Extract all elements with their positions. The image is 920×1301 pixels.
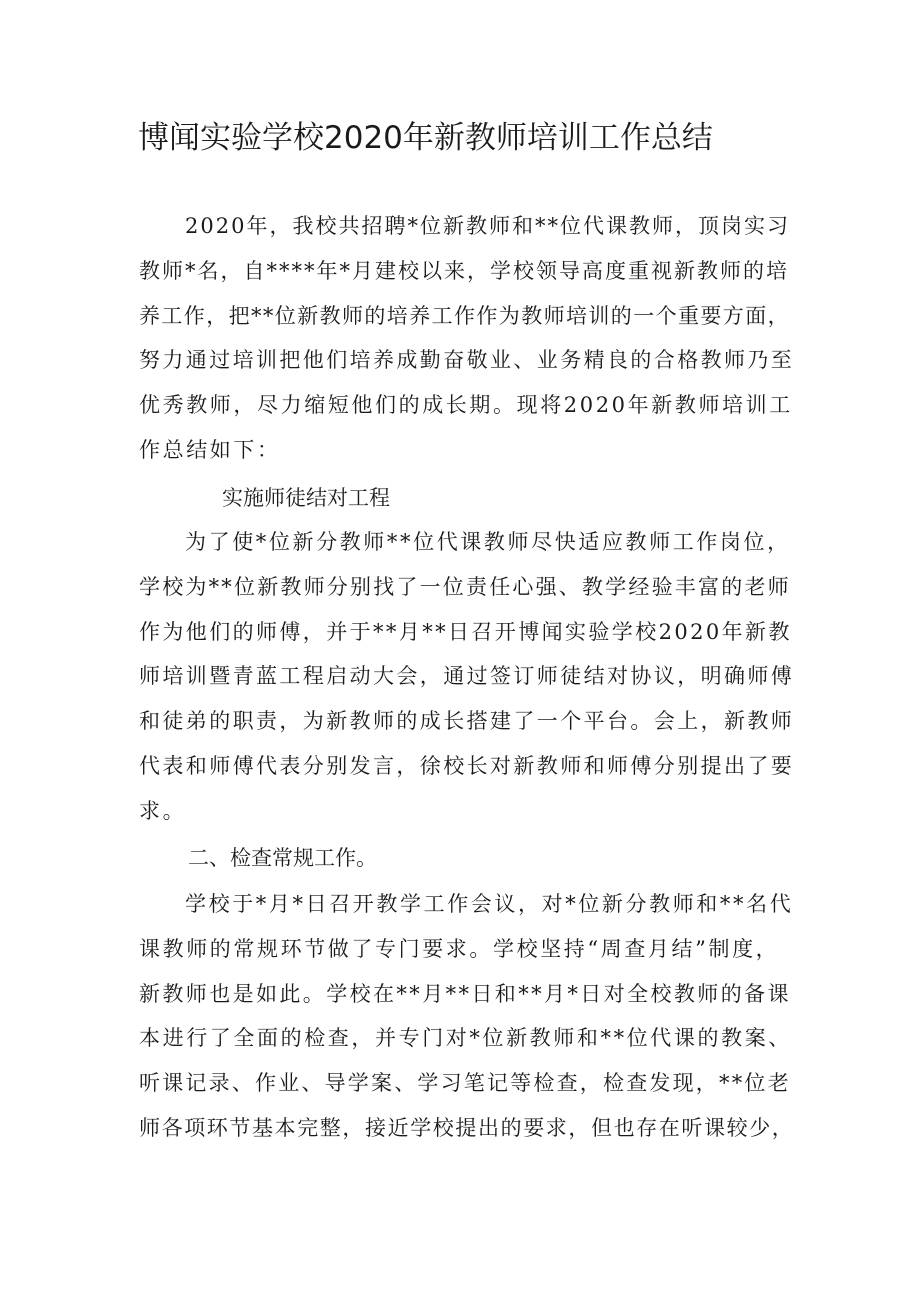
paragraph-line: 求。 bbox=[139, 798, 187, 823]
paragraph-line: 听课记录、作业、导学案、学习笔记等检查，检查发现，**位老 bbox=[139, 1071, 791, 1096]
paragraph-line: 优秀教师，尽力缩短他们的成长期。现将2020年新教师培训工 bbox=[139, 393, 793, 418]
paragraph-line: 师培训暨青蓝工程启动大会，通过签订师徒结对协议，明确师傅 bbox=[139, 664, 795, 689]
paragraph-line: 学校于*月*日召开教学工作会议，对*位新分教师和**名代 bbox=[185, 892, 794, 916]
intro-paragraph bbox=[139, 204, 795, 473]
paragraph-line: 养工作，把**位新教师的培养工作作为教师培训的一个重要方面， bbox=[139, 303, 790, 328]
section-heading-mentorship: 实施师徒结对工程 bbox=[222, 486, 390, 510]
paragraph-line: 为了使*位新分教师**位代课教师尽快适应教师工作岗位， bbox=[185, 530, 791, 554]
paragraph-line: 学校为**位新教师分别找了一位责任心强、教学经验丰富的老师 bbox=[139, 574, 791, 599]
paragraph-line: 作为他们的师傅，并于**月**日召开博闻实验学校2020年新教 bbox=[139, 619, 792, 644]
paragraph-line: 新教师也是如此。学校在**月**日和**月*日对全校教师的备课 bbox=[139, 981, 791, 1006]
paragraph-line: 教师*名，自****年*月建校以来，学校领导高度重视新教师的培 bbox=[139, 258, 789, 283]
paragraph-line: 2020年，我校共招聘*位新教师和**位代课教师，顶岗实习 bbox=[185, 214, 790, 238]
section-heading-routine-check: 二、检查常规工作。 bbox=[188, 846, 377, 870]
section-paragraph-mentorship bbox=[139, 520, 795, 834]
paragraph-line: 师各项环节基本完整，接近学校提出的要求，但也存在听课较少， bbox=[139, 1115, 795, 1140]
paragraph-line: 努力通过培训把他们培养成勤奋敬业、业务精良的合格教师乃至 bbox=[139, 348, 795, 373]
paragraph-line: 课教师的常规环节做了专门要求。学校坚持“周查月结”制度， bbox=[139, 936, 780, 961]
document-title: 博闻实验学校2020年新教师培训工作总结 bbox=[138, 120, 713, 156]
paragraph-line: 代表和师傅代表分别发言，徐校长对新教师和师傅分别提出了要 bbox=[139, 753, 795, 778]
paragraph-line: 和徒弟的职责，为新教师的成长搭建了一个平台。会上，新教师 bbox=[139, 709, 795, 734]
section-paragraph-routine-check bbox=[139, 882, 795, 1151]
paragraph-line: 本进行了全面的检查，并专门对*位新教师和**位代课的教案、 bbox=[139, 1026, 792, 1051]
paragraph-line: 作总结如下： bbox=[139, 437, 281, 462]
